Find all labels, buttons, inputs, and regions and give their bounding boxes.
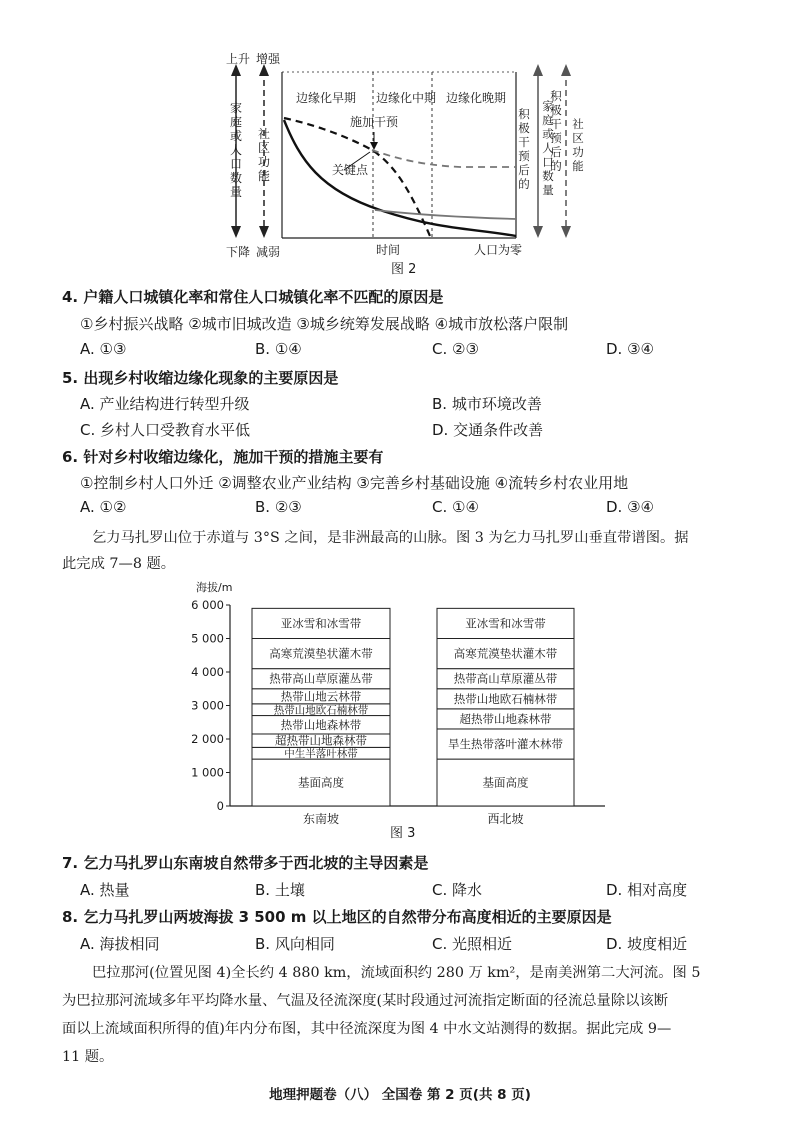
- band-label: 亚冰雪和冰雪带: [465, 616, 546, 631]
- right-label-4: [572, 117, 584, 173]
- q6-items: ①控制乡村人口外迁 ②调整农业产业结构 ③完善乡村基础设施 ④流转乡村农业用地: [80, 474, 629, 492]
- svg-text:后: 后: [518, 163, 530, 177]
- figure-3-chart: [0, 575, 800, 845]
- svg-text:预: 预: [518, 149, 530, 163]
- svg-text:量: 量: [229, 185, 243, 199]
- band-label: 热带山地云林带: [280, 689, 362, 704]
- svg-text:家: 家: [542, 99, 554, 113]
- band-label: 热带山地森林带: [280, 717, 362, 732]
- q6-option-d[interactable]: D. ③④: [606, 498, 654, 516]
- q7-stem: 7. 乞力马扎罗山东南坡自然带多于西北坡的主导因素是: [62, 854, 429, 872]
- svg-text:或: 或: [229, 129, 243, 143]
- q8-option-c[interactable]: C. 光照相近: [432, 935, 513, 953]
- svg-text:数: 数: [542, 169, 554, 183]
- intro-7-8-line-2: 此完成 7—8 题。: [62, 556, 176, 572]
- second-axis-label: [258, 126, 270, 183]
- svg-text:的: 的: [518, 177, 530, 191]
- q5-stem: 5. 出现乡村收缩边缘化现象的主要原因是: [62, 369, 339, 387]
- stage-early: 边缘化早期: [296, 91, 357, 105]
- svg-text:社: 社: [572, 117, 584, 131]
- second-axis-top: 增强: [256, 52, 281, 66]
- svg-text:干: 干: [550, 117, 562, 131]
- y-tick-label: 5 000: [191, 631, 224, 646]
- q6-stem: 6. 针对乡村收缩边缘化，施加干预的措施主要有: [62, 448, 384, 466]
- svg-text:预: 预: [550, 131, 562, 145]
- figure-2-caption: 图 2: [391, 262, 417, 277]
- svg-text:庭: 庭: [542, 113, 554, 127]
- svg-text:功: 功: [257, 155, 271, 169]
- q6-option-b[interactable]: B. ②③: [255, 498, 302, 516]
- svg-text:数: 数: [229, 171, 243, 185]
- svg-text:社: 社: [257, 127, 271, 141]
- svg-text:口: 口: [542, 155, 554, 169]
- annotation-key-point: 关键点: [332, 163, 369, 177]
- svg-text:后: 后: [550, 145, 562, 159]
- page-footer: 地理押题卷（八） 全国卷 第 2 页(共 8 页): [269, 1087, 531, 1103]
- svg-text:家: 家: [229, 101, 243, 115]
- y-tick-label: 0: [216, 799, 224, 813]
- band-label: 超热带山地森林带: [459, 711, 552, 726]
- intro-9-11-line-1: 巴拉那河(位置见图 4)全长约 4 880 km，流域面积约 280 万 km²，是南美洲第二大河流。图 5: [92, 965, 701, 981]
- svg-text:或: 或: [542, 127, 554, 141]
- band-label: 旱生热带落叶灌木林带: [448, 737, 563, 752]
- right-label-3: [550, 89, 562, 173]
- q4-option-a[interactable]: A. ①③: [80, 340, 127, 358]
- q8-stem: 8. 乞力马扎罗山两坡海拔 3 500 m 以上地区的自然带分布高度相近的主要原因是: [62, 908, 612, 926]
- q4-items: ①乡村振兴战略 ②城市旧城改造 ③城乡统筹发展战略 ④城市放松落户限制: [80, 315, 569, 333]
- svg-text:量: 量: [542, 183, 554, 197]
- q8-option-d[interactable]: D. 坡度相近: [606, 935, 688, 953]
- figure-3-caption: 图 3: [390, 826, 416, 841]
- intro-9-11-line-3: 面以上流域面积所得的值)年内分布图，其中径流深度为图 4 中水文站测得的数据。据此完成 9—: [62, 1021, 672, 1037]
- q8-option-b[interactable]: B. 风向相同: [255, 935, 335, 953]
- svg-text:能: 能: [257, 169, 271, 183]
- category-label: 东南坡: [302, 812, 340, 826]
- stage-middle: 边缘化中期: [376, 91, 437, 105]
- stage-late: 边缘化晚期: [446, 91, 507, 105]
- svg-text:干: 干: [518, 135, 530, 149]
- y-tick-label: 4 000: [191, 665, 224, 679]
- band-label: 热带山地欧石楠林带: [453, 691, 558, 706]
- y-tick-label: 2 000: [191, 732, 224, 746]
- q7-option-c[interactable]: C. 降水: [432, 881, 483, 899]
- svg-text:极: 极: [518, 121, 530, 135]
- band-label: 高寒荒漠垫状灌木带: [453, 646, 558, 661]
- q8-option-a[interactable]: A. 海拔相同: [80, 935, 160, 953]
- band-label: 热带山地欧石楠林带: [273, 704, 369, 717]
- svg-text:口: 口: [229, 157, 243, 171]
- band-label: 热带高山草原灌丛带: [269, 671, 373, 686]
- q7-option-d[interactable]: D. 相对高度: [606, 881, 688, 899]
- q7-option-a[interactable]: A. 热量: [80, 881, 130, 899]
- q6-option-c[interactable]: C. ①④: [432, 498, 479, 516]
- q5-option-c[interactable]: C. 乡村人口受教育水平低: [80, 421, 251, 439]
- y-tick-label: 1 000: [191, 765, 224, 780]
- annotation-intervention: 施加干预: [350, 115, 399, 129]
- right-label-1: [518, 107, 530, 191]
- svg-text:人: 人: [229, 143, 243, 157]
- band-label: 基面高度: [298, 775, 344, 790]
- band-label: 基面高度: [482, 775, 529, 790]
- svg-text:区: 区: [257, 141, 271, 155]
- q7-option-b[interactable]: B. 土壤: [255, 881, 305, 899]
- band-label: 热带高山草原灌丛带: [453, 671, 558, 686]
- q4-option-d[interactable]: D. ③④: [606, 340, 654, 358]
- svg-text:积: 积: [550, 89, 562, 103]
- x-label-zero: 人口为零: [474, 243, 523, 257]
- q5-option-b[interactable]: B. 城市环境改善: [432, 395, 542, 413]
- svg-text:人: 人: [542, 141, 554, 155]
- svg-text:能: 能: [572, 159, 584, 173]
- intro-9-11-line-2: 为巴拉那河流域多年平均降水量、气温及径流深度(某时段通过河流指定断面的径流总量除以该断: [62, 993, 669, 1009]
- q5-option-a[interactable]: A. 产业结构进行转型升级: [80, 395, 250, 413]
- y-tick-label: 6 000: [191, 598, 224, 612]
- q4-stem: 4. 户籍人口城镇化率和常住人口城镇化率不匹配的原因是: [62, 288, 444, 306]
- svg-text:极: 极: [550, 103, 562, 117]
- svg-text:区: 区: [572, 131, 584, 145]
- q4-option-b[interactable]: B. ①④: [255, 340, 302, 358]
- y-axis-label: 海拔/m: [196, 581, 233, 594]
- q5-option-d[interactable]: D. 交通条件改善: [432, 421, 544, 439]
- y-tick-label: 3 000: [191, 698, 224, 713]
- band-label: 高寒荒漠垫状灌木带: [269, 646, 373, 661]
- svg-text:的: 的: [550, 159, 562, 173]
- q6-option-a[interactable]: A. ①②: [80, 498, 127, 516]
- q4-option-c[interactable]: C. ②③: [432, 340, 479, 358]
- intro-7-8-line-1: 乞力马扎罗山位于赤道与 3°S 之间，是非洲最高的山脉。图 3 为乞力马扎罗山垂直带谱图。据: [92, 530, 689, 546]
- category-label: 西北坡: [487, 812, 524, 826]
- band-label: 超热带山地森林带: [275, 733, 367, 748]
- second-axis-bottom: 减弱: [256, 245, 281, 259]
- svg-text:庭: 庭: [229, 115, 243, 129]
- svg-text:功: 功: [572, 145, 584, 159]
- band-label: 中生半落叶林带: [284, 748, 358, 761]
- intro-9-11-line-4: 11 题。: [62, 1049, 114, 1065]
- left-axis-bottom: 下降: [226, 245, 251, 259]
- svg-text:积: 积: [518, 107, 530, 121]
- x-label-time: 时间: [376, 243, 401, 257]
- left-axis-top: 上升: [226, 52, 251, 66]
- left-axis-label: [230, 100, 242, 199]
- intervened-community-curve: [372, 150, 516, 167]
- figure-2: [0, 0, 800, 290]
- band-label: 亚冰雪和冰雪带: [280, 616, 362, 631]
